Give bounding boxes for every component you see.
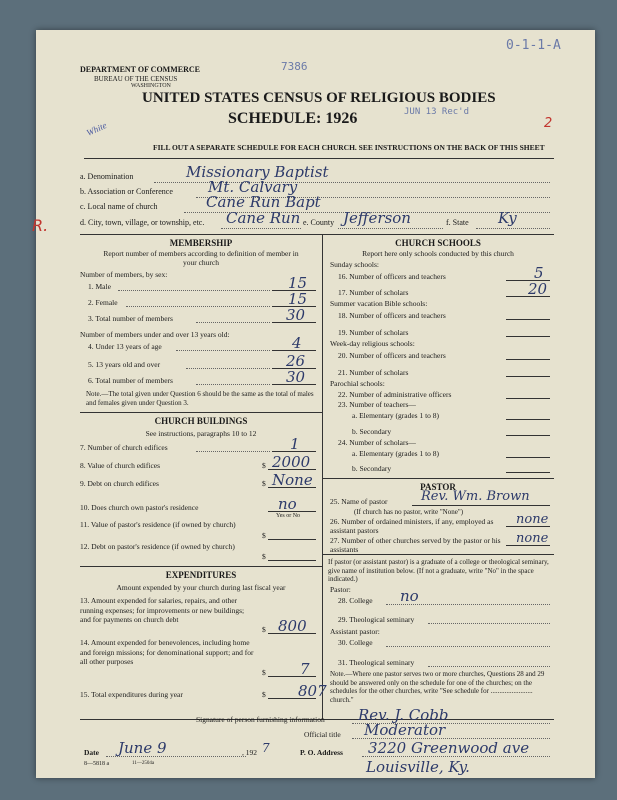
- membership-note: Note.—The total given under Question 6 should be the same as the total of males and females given under Question 3.: [86, 390, 314, 407]
- county-value: Jefferson: [343, 209, 411, 227]
- po-address-line2: Louisville, Ky.: [366, 758, 470, 776]
- q14-label: 14. Amount expended for benevolences, including home and foreign missions; for denominational support; and for all other purposes: [80, 638, 254, 666]
- red-r-mark: R.: [32, 216, 49, 235]
- official-title-label: Official title: [304, 730, 341, 739]
- q11-dollar: $: [262, 531, 266, 540]
- q13-value: 800: [278, 617, 307, 635]
- by-sex-label: Number of members, by sex:: [80, 270, 168, 279]
- q12-dollar: $: [262, 552, 266, 561]
- q23a-label: a. Elementary (grades 1 to 8): [352, 411, 440, 420]
- instruction-line: FILL OUT A SEPARATE SCHEDULE FOR EACH CHURCH. SEE INSTRUCTIONS ON THE BACK OF THIS SHEET: [153, 143, 545, 152]
- date-label: Date: [84, 748, 99, 757]
- buildings-title: CHURCH BUILDINGS: [154, 416, 248, 426]
- denomination-label: a. Denomination: [80, 172, 134, 181]
- q26-label: 26. Number of ordained ministers, if any, employed as assistant pastors: [330, 517, 494, 535]
- q13-dollar: $: [262, 625, 266, 634]
- association-label: b. Association or Conference: [80, 187, 173, 196]
- q7-label: 7. Number of church edifices: [80, 443, 168, 452]
- city-name: WASHINGTON: [131, 83, 171, 89]
- q11-label: 11. Value of pastor's residence (if owned by church): [80, 520, 236, 529]
- q1-label: 1. Male: [88, 282, 111, 291]
- q1-value: 15: [288, 274, 308, 292]
- pastor-title: PASTOR: [420, 482, 456, 492]
- bureau-name: BUREAU OF THE CENSUS: [94, 75, 178, 83]
- signature-value: Rev. J. Cobb: [358, 706, 449, 724]
- q14-dollar: $: [262, 668, 266, 677]
- q29-label: 29. Theological seminary: [338, 615, 415, 624]
- q2-value: 15: [288, 290, 308, 308]
- summer-label: Summer vacation Bible schools:: [330, 299, 428, 308]
- q5-value: 26: [286, 352, 306, 370]
- q22-label: 22. Number of administrative officers: [338, 390, 452, 399]
- assistant-label: Assistant pastor:: [330, 627, 380, 636]
- q16-value: 5: [534, 264, 544, 282]
- q9-dollar: $: [262, 479, 266, 488]
- q24a-label: a. Elementary (grades 1 to 8): [352, 449, 440, 458]
- file-code-stamp: 0-1-1-A: [506, 38, 561, 53]
- year-prefix: , 192: [242, 748, 257, 757]
- q15-value: 807: [298, 682, 327, 700]
- q24-label: 24. Number of scholars—: [338, 438, 416, 447]
- q10-value: no: [278, 495, 297, 513]
- pastor-note: Note.—Where one pastor serves two or more churches, Questions 28 and 29 should be answered only on the schedule for one of the churches; on the schedules for the other churches, write "See schedule for ........................ church.": [330, 670, 545, 704]
- expenditures-intro: Amount expended by your church during last fiscal year: [116, 583, 286, 592]
- q25-note: (If church has no pastor, write "None"): [354, 508, 464, 516]
- pastor-label: Pastor:: [330, 585, 351, 594]
- q26-value: none: [516, 512, 549, 527]
- q5-label: 5. 13 years old and over: [88, 360, 161, 369]
- state-value: Ky: [498, 209, 517, 227]
- q13-label: 13. Amount expended for salaries, repairs, and other running expenses; for improvements or new buildings; and for payments on church debt: [80, 596, 245, 624]
- q9-label: 9. Debt on church edifices: [80, 479, 159, 488]
- q25-value: Rev. Wm. Brown: [421, 489, 530, 504]
- q24b-label: b. Secondary: [352, 464, 392, 473]
- q3-value: 30: [286, 306, 306, 324]
- q3-label: 3. Total number of members: [88, 314, 173, 323]
- q18-label: 18. Number of officers and teachers: [338, 311, 446, 320]
- q6-value: 30: [286, 368, 306, 386]
- q17-label: 17. Number of scholars: [338, 288, 409, 297]
- q9-value: None: [272, 471, 313, 489]
- print-code: 11—2504a: [132, 761, 155, 766]
- q19-label: 19. Number of scholars: [338, 328, 409, 337]
- q15-dollar: $: [262, 690, 266, 699]
- date-value: June 9: [118, 739, 167, 757]
- signature-label: Signature of person furnishing information: [196, 715, 325, 724]
- college-note: If pastor (or assistant pastor) is a graduate of a college or theological seminary, give name of institution below. (If not a graduate, write "No" in the space indicated.): [328, 558, 549, 583]
- q10-hint: Yes or No: [276, 513, 301, 519]
- official-title-value: Moderator: [364, 721, 446, 739]
- local-name-label: c. Local name of church: [80, 202, 158, 211]
- q10-label: 10. Does church own pastor's residence: [80, 503, 199, 512]
- city-label: d. City, town, village, or township, etc.: [80, 218, 205, 227]
- q20-label: 20. Number of officers and teachers: [338, 351, 446, 360]
- form-code: 8—5818 a: [84, 761, 110, 767]
- po-address-line1: 3220 Greenwood ave: [368, 739, 530, 757]
- age-header: Number of members under and over 13 years old:: [80, 330, 230, 339]
- q16-label: 16. Number of officers and teachers: [338, 272, 446, 281]
- q25-label: 25. Name of pastor: [330, 497, 388, 506]
- q2-label: 2. Female: [88, 298, 118, 307]
- q4-value: 4: [292, 334, 302, 352]
- sunday-label: Sunday schools:: [330, 260, 379, 269]
- denomination-value: Missionary Baptist: [186, 163, 329, 181]
- q8-label: 8. Value of church edifices: [80, 461, 161, 470]
- number-stamp: 7386: [281, 60, 308, 73]
- local-name-value: Cane Run Bapt: [206, 193, 321, 211]
- q27-label: 27. Number of other churches served by the pastor or his assistants: [330, 536, 501, 554]
- schedule-title: SCHEDULE: 1926: [228, 110, 358, 127]
- membership-title: MEMBERSHIP: [169, 238, 233, 248]
- county-label: e. County: [303, 218, 335, 227]
- q17-value: 20: [528, 280, 548, 298]
- q7-value: 1: [290, 435, 300, 453]
- q30-label: 30. College: [338, 638, 373, 647]
- schools-intro: Report here only schools conducted by this church: [362, 249, 514, 258]
- q12-label: 12. Debt on pastor's residence (if owned by church): [80, 542, 235, 551]
- q6-label: 6. Total number of members: [88, 376, 173, 385]
- q15-label: 15. Total expenditures during year: [80, 690, 183, 699]
- q23b-label: b. Secondary: [352, 427, 392, 436]
- date-received-stamp: JUN 13 Rec'd: [404, 107, 470, 117]
- expenditures-title: EXPENDITURES: [165, 570, 237, 580]
- q4-label: 4. Under 13 years of age: [88, 342, 162, 351]
- city-value: Cane Run: [226, 209, 301, 227]
- weekday-label: Week-day religious schools:: [330, 339, 415, 348]
- q23-label: 23. Number of teachers—: [338, 400, 416, 409]
- q8-dollar: $: [262, 461, 266, 470]
- red-mark: 2: [544, 116, 553, 131]
- state-label: f. State: [446, 218, 469, 227]
- department-name: DEPARTMENT OF COMMERCE: [80, 65, 201, 74]
- buildings-intro: See instructions, paragraphs 10 to 12: [145, 429, 257, 438]
- pencil-note: White: [84, 120, 109, 138]
- q8-value: 2000: [272, 453, 311, 471]
- year-suffix: 7: [262, 741, 270, 755]
- q27-value: none: [516, 531, 549, 546]
- membership-intro: Report number of members according to definition of member in your church: [103, 249, 299, 267]
- q28-value: no: [400, 587, 419, 605]
- q14-value: 7: [300, 660, 310, 678]
- q28-label: 28. College: [338, 596, 373, 605]
- form-title: UNITED STATES CENSUS OF RELIGIOUS BODIES: [142, 90, 496, 106]
- q21-label: 21. Number of scholars: [338, 368, 409, 377]
- association-value: Mt. Calvary: [208, 178, 298, 196]
- q31-label: 31. Theological seminary: [338, 658, 415, 667]
- parochial-label: Parochial schools:: [330, 379, 385, 388]
- schools-title: CHURCH SCHOOLS: [395, 238, 481, 248]
- po-address-label: P. O. Address: [300, 748, 343, 757]
- census-schedule-sheet: [32, 30, 595, 778]
